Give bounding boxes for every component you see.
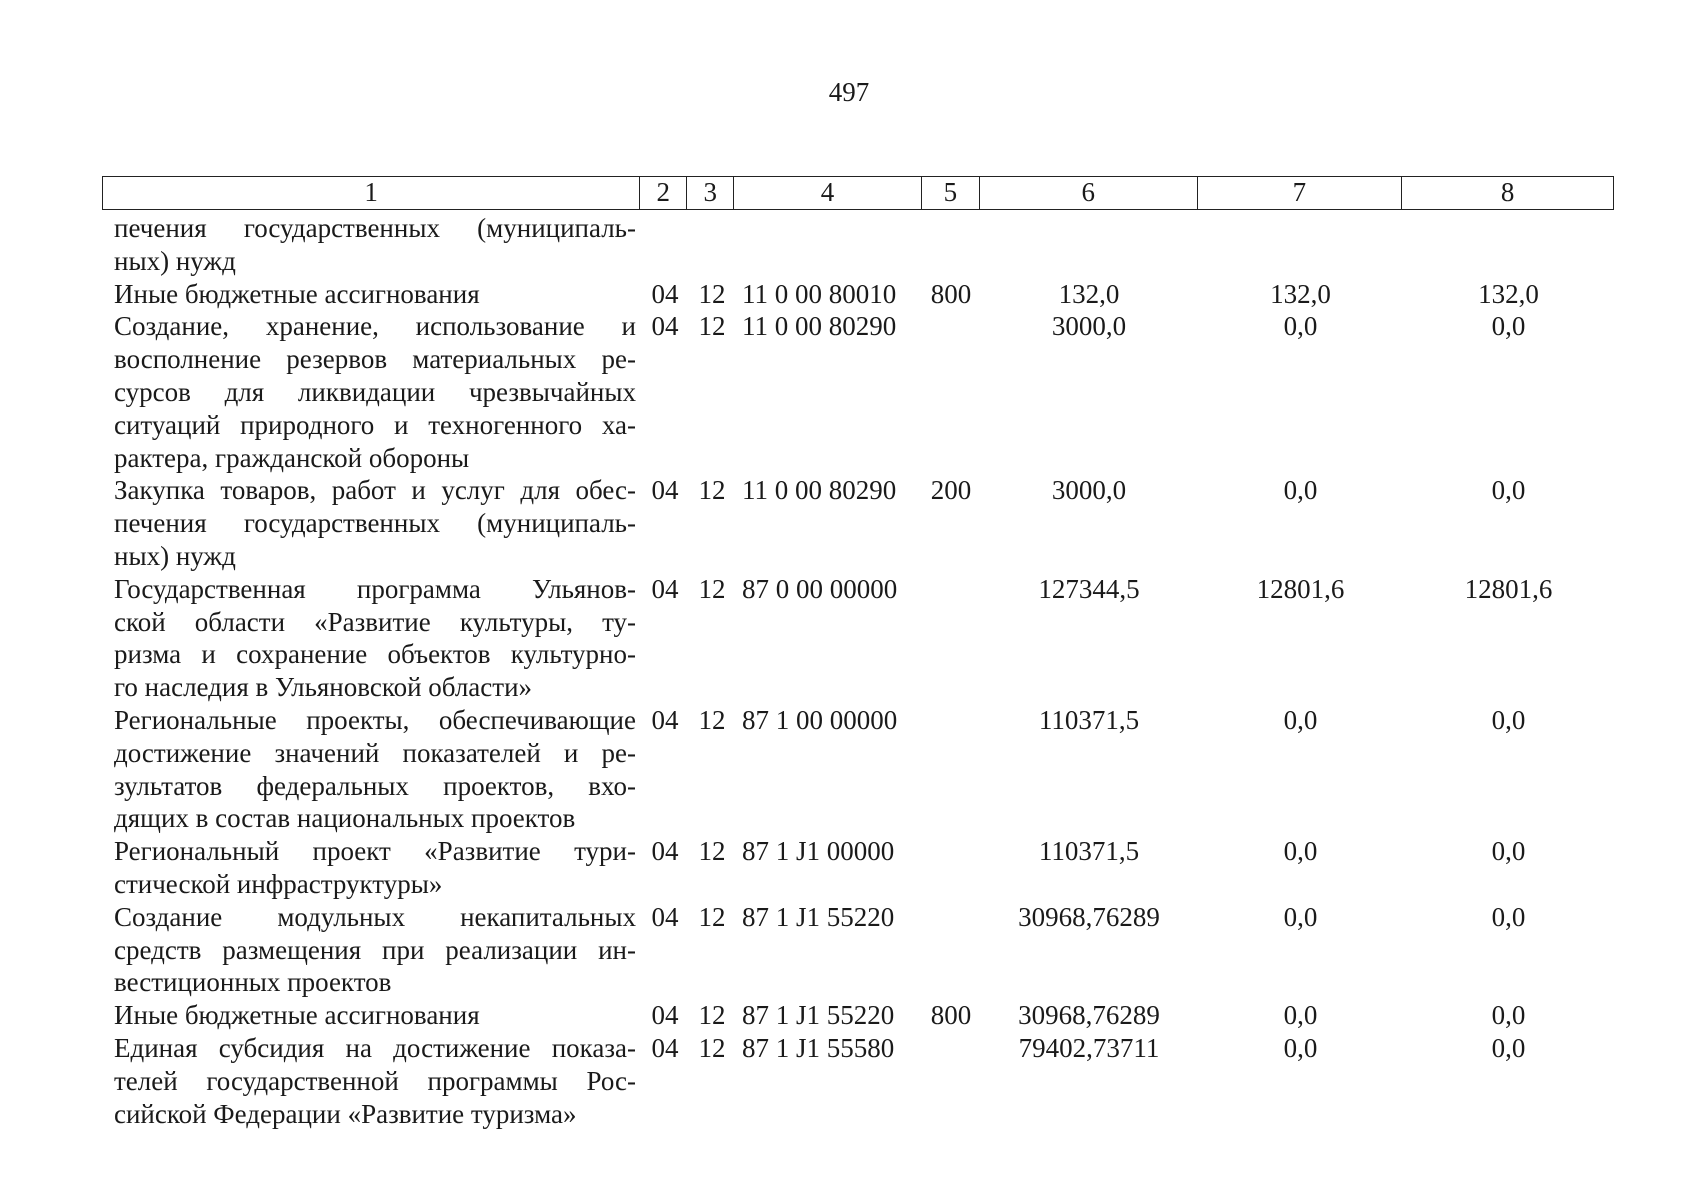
section-code: 04 — [651, 1000, 679, 1031]
amount-year-3: 132,0 — [1478, 278, 1539, 309]
column-header-5: 5 — [922, 177, 980, 209]
row-description — [114, 901, 636, 999]
page-number: 497 — [828, 77, 870, 107]
subsection-code: 12 — [698, 1032, 726, 1063]
amount-year-1: 3000,0 — [1051, 311, 1127, 342]
description-line: Иные бюджетные ассигнования — [114, 1000, 480, 1031]
table-row — [102, 999, 1614, 1032]
amount-year-1: 132,0 — [1058, 278, 1120, 309]
subsection-code: 12 — [698, 901, 726, 932]
amount-year-3: 0,0 — [1491, 311, 1526, 342]
expense-type-code — [922, 901, 980, 999]
description-line: печения государственных (муниципаль- — [114, 213, 636, 243]
description-line: достижение значений показателей и ре- — [114, 737, 636, 768]
column-header-3: 3 — [687, 177, 734, 209]
amount-year-2: 12801,6 — [1256, 573, 1345, 604]
description-line: Региональный проект «Развитие тури- — [114, 836, 636, 867]
row-description — [114, 474, 636, 572]
column-header-8: 8 — [1500, 177, 1515, 207]
amount-year-2: 0,0 — [1283, 311, 1318, 342]
target-article-code: 11 0 00 80290 — [742, 475, 897, 506]
amount-year-1: 3000,0 — [1051, 475, 1127, 506]
description-line: ситуаций природного и техногенного ха- — [114, 409, 636, 440]
target-article-code: 87 1 J1 55220 — [742, 1000, 895, 1031]
section-code: 04 — [651, 704, 679, 735]
row-description — [114, 310, 636, 474]
amount-year-1: 110371,5 — [1038, 836, 1140, 867]
target-article-code: 87 1 J1 55220 — [742, 901, 895, 932]
table-row — [102, 310, 1614, 474]
expense-type-code: 200 — [930, 475, 972, 506]
amount-year-1: 110371,5 — [1038, 704, 1140, 735]
column-header-1: 1 — [103, 177, 640, 209]
amount-year-3: 0,0 — [1491, 1032, 1526, 1063]
amount-year-3 — [1403, 212, 1614, 278]
expense-type-code — [922, 212, 980, 278]
amount-year-1: 127344,5 — [1038, 573, 1140, 604]
amount-year-3: 0,0 — [1491, 901, 1526, 932]
subsection-code: 12 — [698, 704, 726, 735]
subsection-code: 12 — [698, 573, 726, 604]
description-line: ризма и сохранение объектов культурно- — [114, 639, 636, 670]
row-description — [114, 573, 636, 704]
subsection-code: 12 — [698, 475, 726, 506]
target-article-code: 87 1 J1 00000 — [742, 836, 895, 867]
description-line: печения государственных (муниципаль- — [114, 508, 636, 539]
amount-year-3: 0,0 — [1491, 475, 1526, 506]
section-code: 04 — [651, 573, 679, 604]
description-line: сийской Федерации «Развитие туризма» — [114, 1098, 577, 1129]
description-line: ных) нужд — [114, 540, 236, 571]
row-description — [114, 1032, 636, 1130]
description-line: средств размещения при реализации ин- — [114, 934, 636, 965]
section-code: 04 — [651, 475, 679, 506]
table-header — [102, 176, 1614, 210]
amount-year-2: 0,0 — [1283, 1032, 1318, 1063]
expense-type-code: 800 — [930, 1000, 972, 1031]
expense-type-code — [922, 835, 980, 901]
amount-year-2: 0,0 — [1283, 704, 1318, 735]
section-code: 04 — [651, 1032, 679, 1063]
description-line: Иные бюджетные ассигнования — [114, 278, 480, 309]
description-line: Региональные проекты, обеспечивающие — [114, 704, 636, 735]
table-row — [102, 573, 1614, 704]
section-code: 04 — [651, 836, 679, 867]
description-line: ской области «Развитие культуры, ту- — [114, 606, 636, 637]
section-code — [640, 212, 690, 278]
description-line: зультатов федеральных проектов, вхо- — [114, 770, 636, 801]
row-description — [114, 212, 636, 278]
row-description — [114, 704, 636, 835]
table-body — [102, 212, 1614, 1130]
column-header-7: 7 — [1198, 177, 1403, 209]
description-line: вестиционных проектов — [114, 967, 392, 998]
subsection-code — [690, 212, 734, 278]
description-line: рактера, гражданской обороны — [114, 442, 470, 473]
amount-year-2: 0,0 — [1283, 475, 1318, 506]
row-description — [114, 835, 636, 901]
table-row — [102, 278, 1614, 311]
target-article-code: 11 0 00 80010 — [742, 278, 897, 309]
description-line: Создание, хранение, использование и — [114, 311, 636, 342]
amount-year-3: 12801,6 — [1464, 573, 1553, 604]
table-row — [102, 704, 1614, 835]
amount-year-1: 30968,76289 — [1018, 1000, 1160, 1031]
description-line: Закупка товаров, работ и услуг для обес- — [114, 475, 636, 506]
amount-year-1 — [980, 212, 1198, 278]
description-line: ных) нужд — [114, 245, 236, 276]
table-row — [102, 901, 1614, 999]
expense-type-code — [922, 310, 980, 474]
subsection-code: 12 — [698, 1000, 726, 1031]
table-row — [102, 474, 1614, 572]
description-line: Государственная программа Ульянов- — [114, 573, 636, 604]
amount-year-3: 0,0 — [1491, 704, 1526, 735]
description-line: сурсов для ликвидации чрезвычайных — [114, 376, 636, 407]
amount-year-3: 0,0 — [1491, 836, 1526, 867]
amount-year-1: 30968,76289 — [1018, 901, 1160, 932]
amount-year-2: 0,0 — [1283, 836, 1318, 867]
description-line: стической инфраструктуры» — [114, 868, 443, 899]
target-article-code: 87 0 00 00000 — [742, 573, 898, 604]
target-article-code: 11 0 00 80290 — [742, 311, 897, 342]
target-article-code — [734, 212, 922, 278]
expense-type-code — [922, 1032, 980, 1130]
row-description — [114, 999, 636, 1032]
amount-year-2: 0,0 — [1283, 1000, 1318, 1031]
subsection-code: 12 — [698, 311, 726, 342]
column-header-6: 6 — [980, 177, 1198, 209]
description-line: Создание модульных некапитальных — [114, 901, 636, 932]
subsection-code: 12 — [698, 278, 726, 309]
description-line: восполнение резервов материальных ре- — [114, 344, 636, 375]
section-code: 04 — [651, 901, 679, 932]
section-code: 04 — [651, 311, 679, 342]
row-description — [114, 278, 636, 311]
table-row — [102, 835, 1614, 901]
expense-type-code — [922, 704, 980, 835]
target-article-code: 87 1 J1 55580 — [742, 1032, 895, 1063]
description-line: дящих в состав национальных проектов — [114, 803, 576, 834]
target-article-code: 87 1 00 00000 — [742, 704, 898, 735]
table-row — [102, 1032, 1614, 1130]
amount-year-2: 132,0 — [1270, 278, 1331, 309]
amount-year-3: 0,0 — [1491, 1000, 1526, 1031]
column-header-2: 2 — [640, 177, 687, 209]
description-line: го наследия в Ульяновской области» — [114, 672, 533, 703]
description-line: Единая субсидия на достижение показа- — [114, 1032, 636, 1063]
subsection-code: 12 — [698, 836, 726, 867]
amount-year-1: 79402,73711 — [1018, 1032, 1160, 1063]
amount-year-2: 0,0 — [1283, 901, 1318, 932]
expense-type-code: 800 — [930, 278, 972, 309]
expense-type-code — [922, 573, 980, 704]
section-code: 04 — [651, 278, 679, 309]
amount-year-2 — [1198, 212, 1403, 278]
column-header-4: 4 — [734, 177, 922, 209]
description-line: телей государственной программы Рос- — [114, 1065, 636, 1096]
table-row — [102, 212, 1614, 278]
